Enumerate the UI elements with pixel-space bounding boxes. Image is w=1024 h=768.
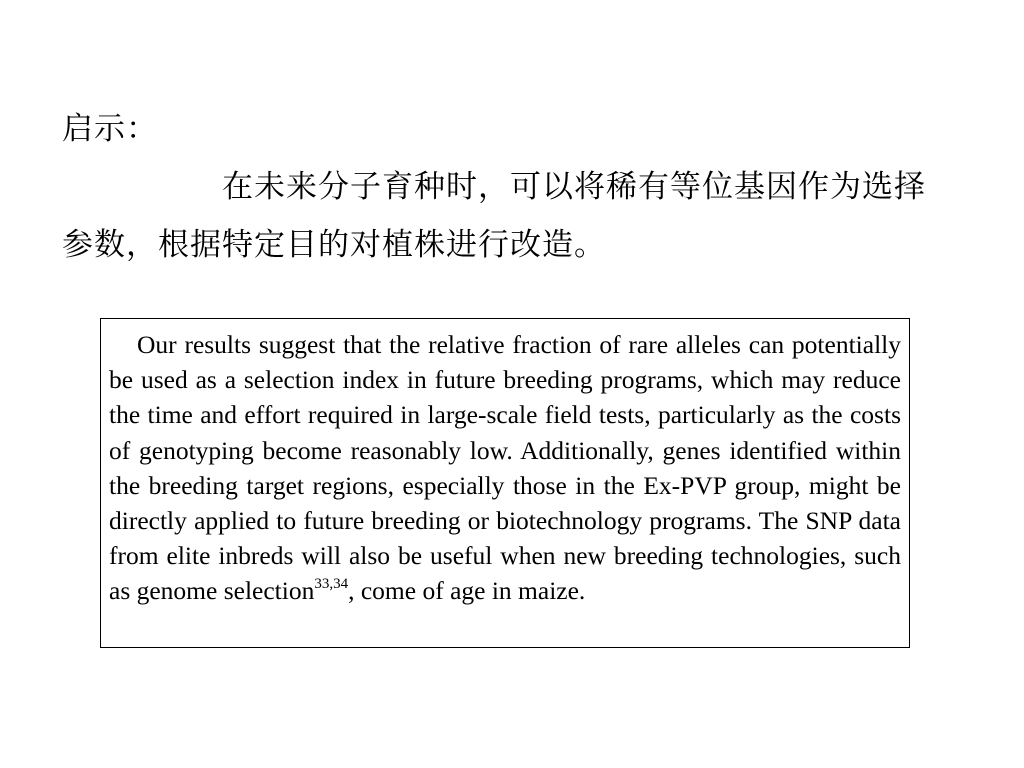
excerpt-closing-text: , come of age in maize. [348,576,586,606]
quoted-excerpt-text [109,327,901,609]
quoted-excerpt-box [100,318,910,648]
slide-body-text: 在未来分子育种时，可以将稀有等位基因作为选择参数，根据特定目的对植株进行改造。 [62,169,926,263]
excerpt-main-text: Our results suggest that the relative fraction of rare alleles can potentially be used as a selection index in future breeding programs, which may reduce the time and effort required in large-scale field tests, particularly as the costs of genotyping become reasonably low. Additionally, genes identified within the breeding target regions, especially those in the Ex-PVP group, might be directly applied to future breeding or biotechnology programs. The SNP data from elite inbreds will also be useful when new breeding technologies, such as genome selection [109,330,901,606]
slide-heading: 启示： [62,111,158,147]
slide-text-block [62,100,952,274]
citation-superscript: 33,34 [314,576,349,593]
